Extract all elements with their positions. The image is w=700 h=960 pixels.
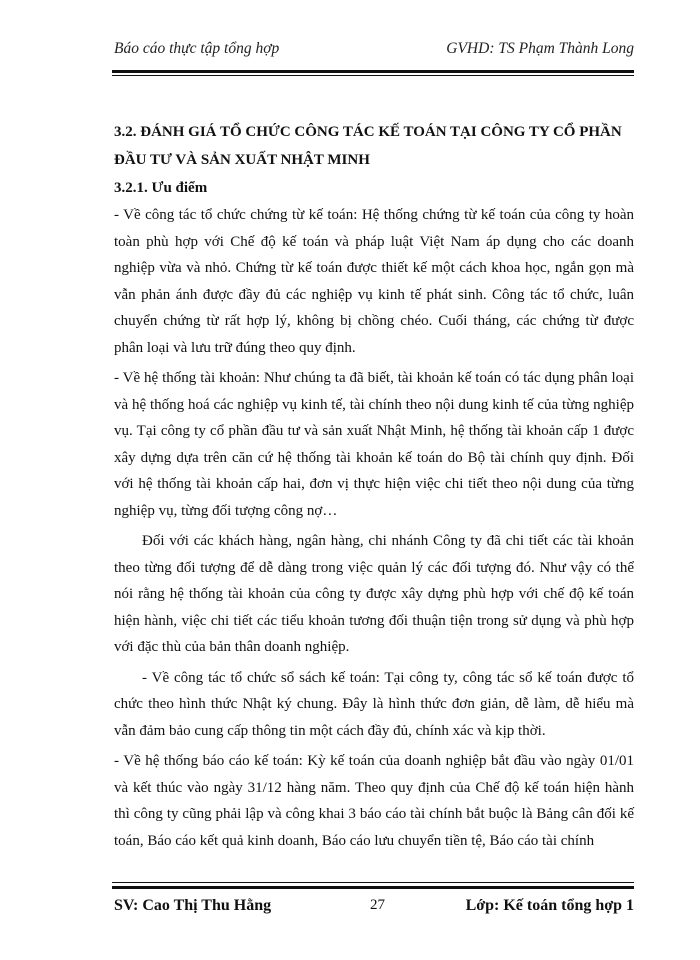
subsection-heading: 3.2.1. Ưu điểm [114,180,208,196]
footer-rule-thin [112,882,634,883]
header-rule-thick [112,70,634,73]
footer-class: Lớp: Kế toán tổng hợp 1 [465,897,634,914]
footer-student: SV: Cao Thị Thu Hằng [114,897,272,914]
footer-rule-thick [112,886,634,889]
page-footer [112,897,634,923]
page-body [114,118,634,854]
paragraph-documents: - Về công tác tổ chức chứng từ kế toán: Hệ thống chứng từ kế toán của công ty hoàn toàn phù hợp với Chế độ kế toán và pháp luật Việt Nam áp dụng cho các doanh nghiệp vừa và nhỏ. Chứng từ kế toán được thiết kế một cách khoa học, ngắn gọn mà vẫn phản ánh được đầy đủ các nghiệp vụ kinh tế phát sinh. Công tác tổ chức, luân chuyển chứng từ rất hợp lý, không bị chồng chéo. Cuối tháng, các chứng từ được phân loại và lưu trữ đúng theo quy định. [114,207,634,356]
header-report-title: Báo cáo thực tập tổng hợp [114,40,280,57]
page-header [112,40,634,70]
paragraph-bookkeeping: - Về công tác tổ chức sổ sách kế toán: Tại công ty, công tác sổ kế toán được tổ chức theo hình thức Nhật ký chung. Đây là hình thức đơn giản, dễ làm, dễ hiểu mà vẫn đảm bảo cung cấp thông tin một cách đầy đủ, chính xác và kịp thời. [114,669,634,739]
section-heading-line-1: 3.2. ĐÁNH GIÁ TỔ CHỨC CÔNG TÁC KẾ TOÁN TẠI CÔNG TY CỔ PHẦN [114,124,622,140]
paragraph-customers: Đối với các khách hàng, ngân hàng, chi nhánh Công ty đã chi tiết các tài khoản theo từng đối tượng để dễ dàng trong việc quản lý các đối tượng đó. Như vậy có thể nói rằng hệ thống tài khoản của công ty được xây dựng phù hợp với chế độ kế toán hiện hành, việc chi tiết các tiểu khoản tương đối thuận tiện trong sử dụng và phù hợp với đặc thù của bản thân doanh nghiệp. [114,533,634,655]
header-advisor: GVHD: TS Phạm Thành Long [446,40,634,57]
header-rule-thin [112,75,634,76]
paragraph-reports: - Về hệ thống báo cáo kế toán: Kỳ kế toán của doanh nghiệp bắt đầu vào ngày 01/01 và kết thúc vào ngày 31/12 hàng năm. Theo quy định của Chế độ kế toán hiện hành thì công ty cũng phải lập và công khai 3 báo cáo tài chính bắt buộc là Bảng cân đối kế toán, Báo cáo kết quả kinh doanh, Báo cáo lưu chuyển tiền tệ, Báo cáo tài chính [114,753,634,849]
paragraph-accounts: - Về hệ thống tài khoản: Như chúng ta đã biết, tài khoản kế toán có tác dụng phân loại và hệ thống hoá các nghiệp vụ kinh tế, tài chính theo nội dung kinh tế của từng nghiệp vụ. Tại công ty cổ phần đầu tư và sản xuất Nhật Minh, hệ thống tài khoản cấp 1 được xây dựng dựa trên căn cứ hệ thống tài khoản kế toán do Bộ tài chính quy định. Đối với hệ thống tài khoản cấp hai, đơn vị thực hiện việc chi tiết theo nội dung của từng nghiệp vụ, từng đối tượng công nợ… [114,370,634,519]
page-number: 27 [370,897,385,913]
section-heading-line-2: ĐẦU TƯ VÀ SẢN XUẤT NHẬT MINH [114,152,370,168]
